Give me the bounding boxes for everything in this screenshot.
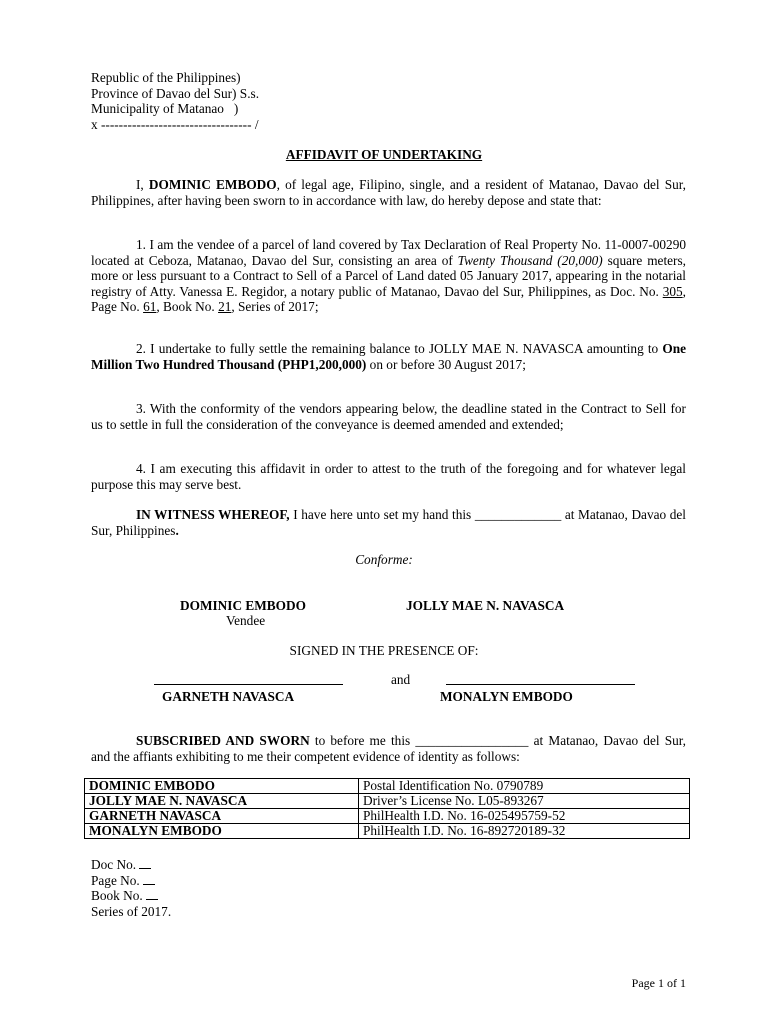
item1-text: , Book No. <box>156 299 219 315</box>
item1-text: , Page No. <box>91 283 686 315</box>
witness-text: I have here unto set my hand this _____________ at Matanao, Davao del Sur, Philippines <box>91 507 686 538</box>
blank-field <box>143 873 155 885</box>
document-title: AFFIDAVIT OF UNDERTAKING <box>285 147 483 162</box>
item-2-paragraph <box>91 341 686 372</box>
id-cell: Postal Identification No. 0790789 <box>359 779 690 794</box>
notary-book-label: Book No. <box>91 888 147 904</box>
identity-table <box>84 778 690 839</box>
item1-text: 1. I am the vendee of a parcel of land covered by Tax Declaration of Real Property No. 11-0007-00290 located at Ceboza, Matanao, Davao del Sur, consisting an area of <box>91 237 686 268</box>
id-cell: PhilHealth I.D. No. 16-892720189-32 <box>359 824 690 839</box>
page-footer: Page 1 of 1 <box>631 976 686 990</box>
affiant-name: DOMINIC EMBODO <box>148 177 277 192</box>
page-number: 61 <box>143 299 157 315</box>
affiant-cell: JOLLY MAE N. NAVASCA <box>85 794 359 809</box>
item1-area: Twenty Thousand (20,000) <box>457 252 603 268</box>
witness-name-right: MONALYN EMBODO <box>440 689 573 704</box>
affiant-cell: GARNETH NAVASCA <box>85 809 359 824</box>
and-label: and <box>391 672 411 687</box>
witness-paragraph <box>91 507 686 538</box>
table-row <box>85 809 690 824</box>
notary-doc-label: Doc No. <box>91 857 140 872</box>
item2-text: 2. I undertake to fully settle the remaining balance to JOLLY MAE N. NAVASCA amounting to <box>136 341 663 356</box>
conforme-text: Conforme: <box>355 552 413 567</box>
item2-text: on or before 30 August 2017; <box>366 356 526 372</box>
table-row <box>85 794 690 809</box>
notarial-register <box>91 857 171 919</box>
vendee-role: Vendee <box>226 613 266 628</box>
jurat-paragraph <box>91 733 686 764</box>
vendor-name: JOLLY MAE N. NAVASCA <box>406 598 565 613</box>
item-4-paragraph <box>91 461 686 492</box>
conforme-label <box>0 552 768 568</box>
notary-series-line: Series of 2017. <box>91 903 172 919</box>
caption-line: Province of Davao del Sur) S.s. <box>91 85 260 101</box>
witness-signature-line-left <box>154 684 343 685</box>
venue-caption <box>91 70 259 132</box>
notary-page-label: Page No. <box>91 872 144 888</box>
item1-text: , Series of 2017; <box>231 299 319 315</box>
balance-amount: One Million Two Hundred Thousand (PHP1,200,000) <box>91 341 686 372</box>
intro-post: , of legal age, Filipino, single, and a resident of Matanao, Davao del Sur, Philippines, after having been sworn to in accordance with law, do hereby depose and state that: <box>91 177 687 208</box>
notary-page-line <box>91 873 171 889</box>
notary-doc-line <box>91 857 171 873</box>
notary-book-line <box>91 888 171 904</box>
id-cell: Driver’s License No. L05-893267 <box>359 794 690 809</box>
witness-lead: IN WITNESS WHEREOF, <box>136 507 290 522</box>
presence-heading: SIGNED IN THE PRESENCE OF: <box>289 643 479 658</box>
blank-field <box>139 857 151 869</box>
intro-pre: I, <box>136 177 149 192</box>
item1-text: square meters, more or less pursuant to a Contract to Sell of a Parcel of Land dated 05 January 2017, appearing in the notarial registry of Atty. Vanessa E. Regidor, a notary public of Matanao, Davao del Sur, Philippines, as Doc. No. <box>91 252 686 299</box>
affiant-cell: DOMINIC EMBODO <box>85 779 359 794</box>
caption-line: Republic of the Philippines) <box>91 70 241 85</box>
item-1-paragraph <box>91 237 686 315</box>
table-row <box>85 779 690 794</box>
doc-number: 305 <box>662 283 683 299</box>
blank-field <box>146 888 158 900</box>
intro-paragraph <box>91 177 686 208</box>
item4-text: 4. I am executing this affidavit in order to attest to the truth of the foregoing and for whatever legal purpose this may serve best. <box>91 461 686 492</box>
affiant-cell: MONALYN EMBODO <box>85 824 359 839</box>
id-cell: PhilHealth I.D. No. 16-025495759-52 <box>359 809 690 824</box>
jurat-text: to before me this _________________ at Matanao, Davao del Sur, and the affiants exhibiting to me their competent evidence of identity as follows: <box>91 733 687 764</box>
witness-period: . <box>175 522 179 538</box>
vendee-name: DOMINIC EMBODO <box>180 598 306 613</box>
item-3-paragraph <box>91 401 686 432</box>
item3-text: 3. With the conformity of the vendors appearing below, the deadline stated in the Contract to Sell for us to settle in full the consideration of the conveyance is deemed amended and extended; <box>91 401 686 432</box>
jurat-lead: SUBSCRIBED AND SWORN <box>136 733 310 748</box>
caption-line: Municipality of Matanao ) <box>91 101 239 117</box>
table-row <box>85 824 690 839</box>
book-number: 21 <box>218 299 232 315</box>
caption-line: x ---------------------------------- / <box>91 116 259 132</box>
witness-signature-line-right <box>446 684 635 685</box>
witness-name-left: GARNETH NAVASCA <box>162 689 295 704</box>
